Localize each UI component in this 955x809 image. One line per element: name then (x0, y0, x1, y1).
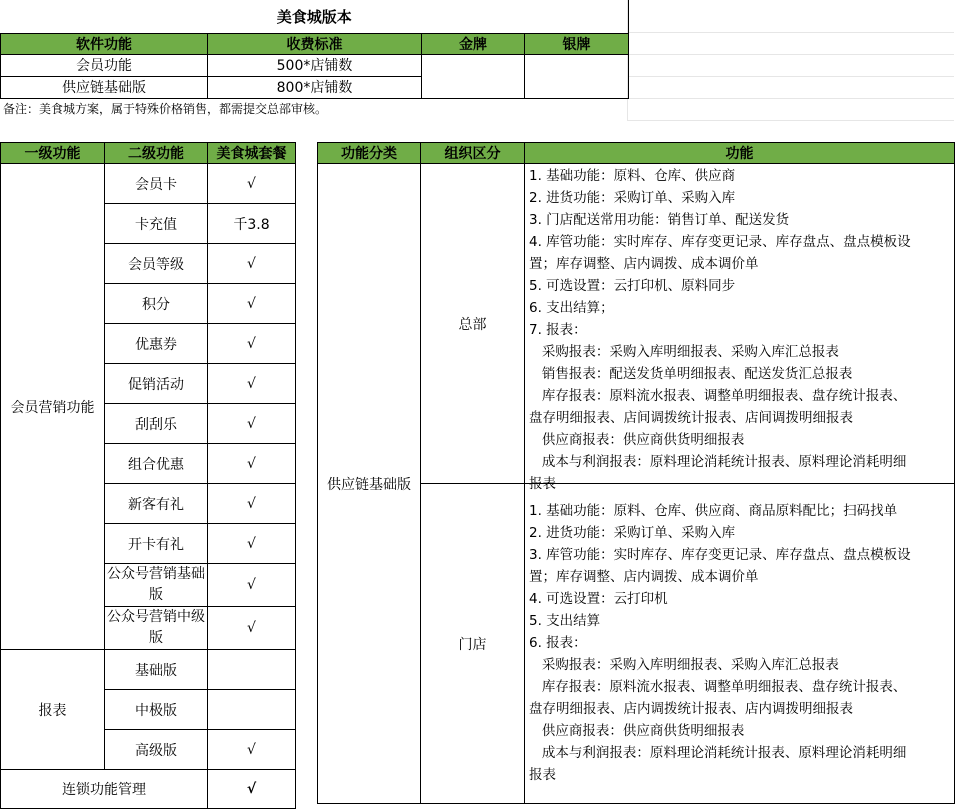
feature-name: 组合优惠 (105, 444, 208, 484)
org-store: 门店 (421, 484, 525, 804)
feature-name: 公众号营销中级版 (105, 607, 208, 650)
feature-name: 卡充值 (105, 204, 208, 244)
feature-cell: 会员功能 (1, 54, 208, 76)
feature-cell: 供应链基础版 (1, 76, 208, 98)
feature-value: √ (208, 404, 296, 444)
chain-management: 连锁功能管理 (1, 770, 208, 809)
gold-cell (422, 54, 525, 98)
feature-value: √ (208, 484, 296, 524)
function-line: 销售报表：配送发货单明细报表、配送发货汇总报表 (529, 366, 853, 382)
function-line: 库存报表：原料流水报表、调整单明细报表、盘存统计报表、 (529, 679, 907, 695)
org-hq: 总部 (421, 164, 525, 484)
function-line: 报表 (529, 767, 556, 783)
chain-value: √ (208, 770, 296, 809)
feature-name: 基础版 (105, 650, 208, 690)
feature-value: √ (208, 730, 296, 770)
function-line: 5. 支出结算 (529, 613, 601, 629)
function-line: 盘存明细报表、店间调拨统计报表、店间调拨明细报表 (529, 410, 853, 426)
price-cell: 800*店铺数 (208, 76, 422, 98)
function-line: 4. 库管功能：实时库存、库存变更记录、库存盘点、盘点模板设 (529, 234, 911, 250)
feature-value: √ (208, 444, 296, 484)
pricing-table (0, 0, 629, 99)
function-line: 4. 可选设置：云打印机 (529, 591, 668, 607)
membership-table (0, 142, 296, 809)
feature-name: 会员卡 (105, 164, 208, 204)
header-gold: 金牌 (422, 33, 525, 54)
function-line: 采购报表：采购入库明细报表、采购入库汇总报表 (529, 657, 839, 673)
silver-cell (525, 54, 629, 98)
function-line: 供应商报表：供应商供货明细报表 (529, 432, 745, 448)
feature-name: 积分 (105, 284, 208, 324)
function-line: 报表 (529, 476, 556, 492)
page-title: 美食城版本 (1, 0, 629, 33)
feature-value: √ (208, 524, 296, 564)
function-line: 5. 可选设置：云打印机、原料同步 (529, 278, 736, 294)
header-function: 功能 (525, 143, 955, 164)
function-line: 置；库存调整、店内调拨、成本调价单 (529, 569, 759, 585)
header-silver: 银牌 (525, 33, 629, 54)
function-line: 采购报表：采购入库明细报表、采购入库汇总报表 (529, 344, 839, 360)
feature-value: √ (208, 564, 296, 607)
note-text: 备注：美食城方案，属于特殊价格销售，都需提交总部审核。 (3, 102, 328, 116)
category-cell: 供应链基础版 (318, 164, 421, 804)
feature-name: 刮刮乐 (105, 404, 208, 444)
feature-value: √ (208, 164, 296, 204)
function-line: 6. 支出结算； (529, 300, 614, 316)
feature-value: 千3.8 (208, 204, 296, 244)
function-line: 盘存明细报表、店内调拨统计报表、店内调拨明细报表 (529, 701, 853, 717)
feature-value: √ (208, 364, 296, 404)
function-line: 成本与利润报表：原料理论消耗统计报表、原料理论消耗明细 (529, 454, 907, 470)
function-line: 2. 进货功能：采购订单、采购入库 (529, 190, 736, 206)
function-line: 供应商报表：供应商供货明细报表 (529, 723, 745, 739)
header-level2: 二级功能 (105, 143, 208, 164)
feature-value (208, 650, 296, 690)
header-org: 组织区分 (421, 143, 525, 164)
feature-name: 中极版 (105, 690, 208, 730)
feature-name: 会员等级 (105, 244, 208, 284)
header-package: 美食城套餐 (208, 143, 296, 164)
feature-value: √ (208, 324, 296, 364)
header-category: 功能分类 (318, 143, 421, 164)
function-line: 3. 库管功能：实时库存、库存变更记录、库存盘点、盘点模板设 (529, 547, 911, 563)
function-line: 2. 进货功能：采购订单、采购入库 (529, 525, 736, 541)
function-line: 成本与利润报表：原料理论消耗统计报表、原料理论消耗明细 (529, 745, 907, 761)
feature-value: √ (208, 607, 296, 650)
header-price: 收费标准 (208, 33, 422, 54)
feature-name: 高级版 (105, 730, 208, 770)
feature-value (208, 690, 296, 730)
feature-value: √ (208, 244, 296, 284)
feature-name: 新客有礼 (105, 484, 208, 524)
header-feature: 软件功能 (1, 33, 208, 54)
group-membership: 会员营销功能 (1, 164, 105, 650)
feature-value: √ (208, 284, 296, 324)
function-line: 3. 门店配送常用功能：销售订单、配送发货 (529, 212, 790, 228)
price-cell: 500*店铺数 (208, 54, 422, 76)
function-list-store (525, 484, 955, 804)
feature-name: 促销活动 (105, 364, 208, 404)
function-list-hq (525, 164, 955, 492)
function-line: 6. 报表： (529, 635, 587, 651)
supply-chain-table (317, 142, 955, 804)
function-line: 7. 报表： (529, 322, 587, 338)
feature-name: 开卡有礼 (105, 524, 208, 564)
function-line: 库存报表：原料流水报表、调整单明细报表、盘存统计报表、 (529, 388, 907, 404)
function-line: 1. 基础功能：原料、仓库、供应商 (529, 168, 736, 184)
group-reports: 报表 (1, 650, 105, 770)
feature-name: 公众号营销基础版 (105, 564, 208, 607)
function-line: 1. 基础功能：原料、仓库、供应商、商品原料配比；扫码找单 (529, 503, 898, 519)
header-level1: 一级功能 (1, 143, 105, 164)
function-line: 置；库存调整、店内调拨、成本调价单 (529, 256, 759, 272)
feature-name: 优惠券 (105, 324, 208, 364)
